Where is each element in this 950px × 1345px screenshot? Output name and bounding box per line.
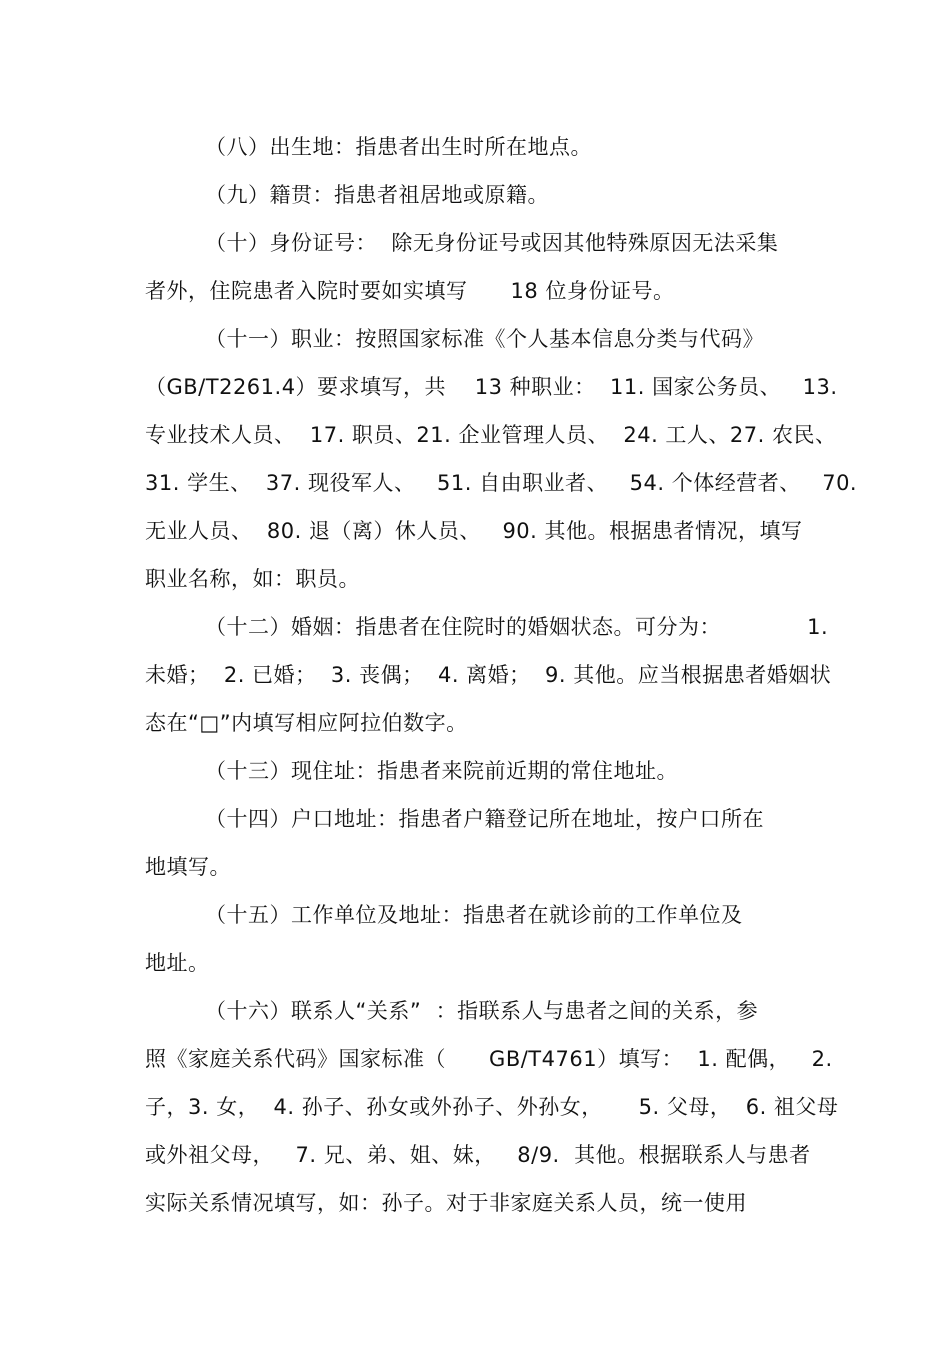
text-line: （十）身份证号： 除无身份证号或因其他特殊原因无法采集 [205, 231, 779, 255]
text-line: （九）籍贯：指患者祖居地或原籍。 [205, 183, 549, 207]
text-line: 者外，住院患者入院时要如实填写 18 位身份证号。 [145, 279, 675, 303]
text-line: （十二）婚姻：指患者在住院时的婚姻状态。可分为： 1. [205, 615, 829, 639]
text-line: 职业名称，如：职员。 [145, 567, 360, 591]
text-line: （十一）职业：按照国家标准《个人基本信息分类与代码》 [205, 327, 764, 351]
text-line: 31. 学生、 37. 现役军人、 51. 自由职业者、 54. 个体经营者、 70. [145, 471, 858, 495]
text-line: 或外祖父母， 7. 兄、弟、姐、妹， 8/9. 其他。根据联系人与患者 [145, 1143, 811, 1167]
text-line: 地填写。 [145, 855, 231, 879]
text-line: 地址。 [145, 951, 210, 975]
text-line: 无业人员、 80. 退（离）休人员、 90. 其他。根据患者情况，填写 [145, 519, 803, 543]
text-line: （十五）工作单位及地址：指患者在就诊前的工作单位及 [205, 903, 743, 927]
text-line: （十三）现住址：指患者来院前近期的常住地址。 [205, 759, 678, 783]
text-line: （十四）户口地址：指患者户籍登记所在地址，按户口所在 [205, 807, 764, 831]
text-line: 专业技术人员、 17. 职员、21. 企业管理人员、 24. 工人、27. 农民、 [145, 423, 837, 447]
text-line: （GB/T2261.4）要求填写，共 13 种职业： 11. 国家公务员、 13. [145, 375, 838, 399]
text-line: （八）出生地：指患者出生时所在地点。 [205, 135, 592, 159]
text-line: 照《家庭关系代码》国家标准（ GB/T4761）填写： 1. 配偶， 2. [145, 1047, 833, 1071]
text-line: 未婚； 2. 已婚； 3. 丧偶； 4. 离婚； 9. 其他。应当根据患者婚姻状 [145, 663, 832, 687]
text-line: 实际关系情况填写，如：孙子。对于非家庭关系人员，统一使用 [145, 1191, 747, 1215]
text-line: 态在“□”内填写相应阿拉伯数字。 [145, 711, 468, 735]
text-line: 子，3. 女， 4. 孙子、孙女或外孙子、外孙女， 5. 父母， 6. 祖父母 [145, 1095, 839, 1119]
text-line: （十六）联系人“关系” ：指联系人与患者之间的关系，参 [205, 999, 759, 1023]
